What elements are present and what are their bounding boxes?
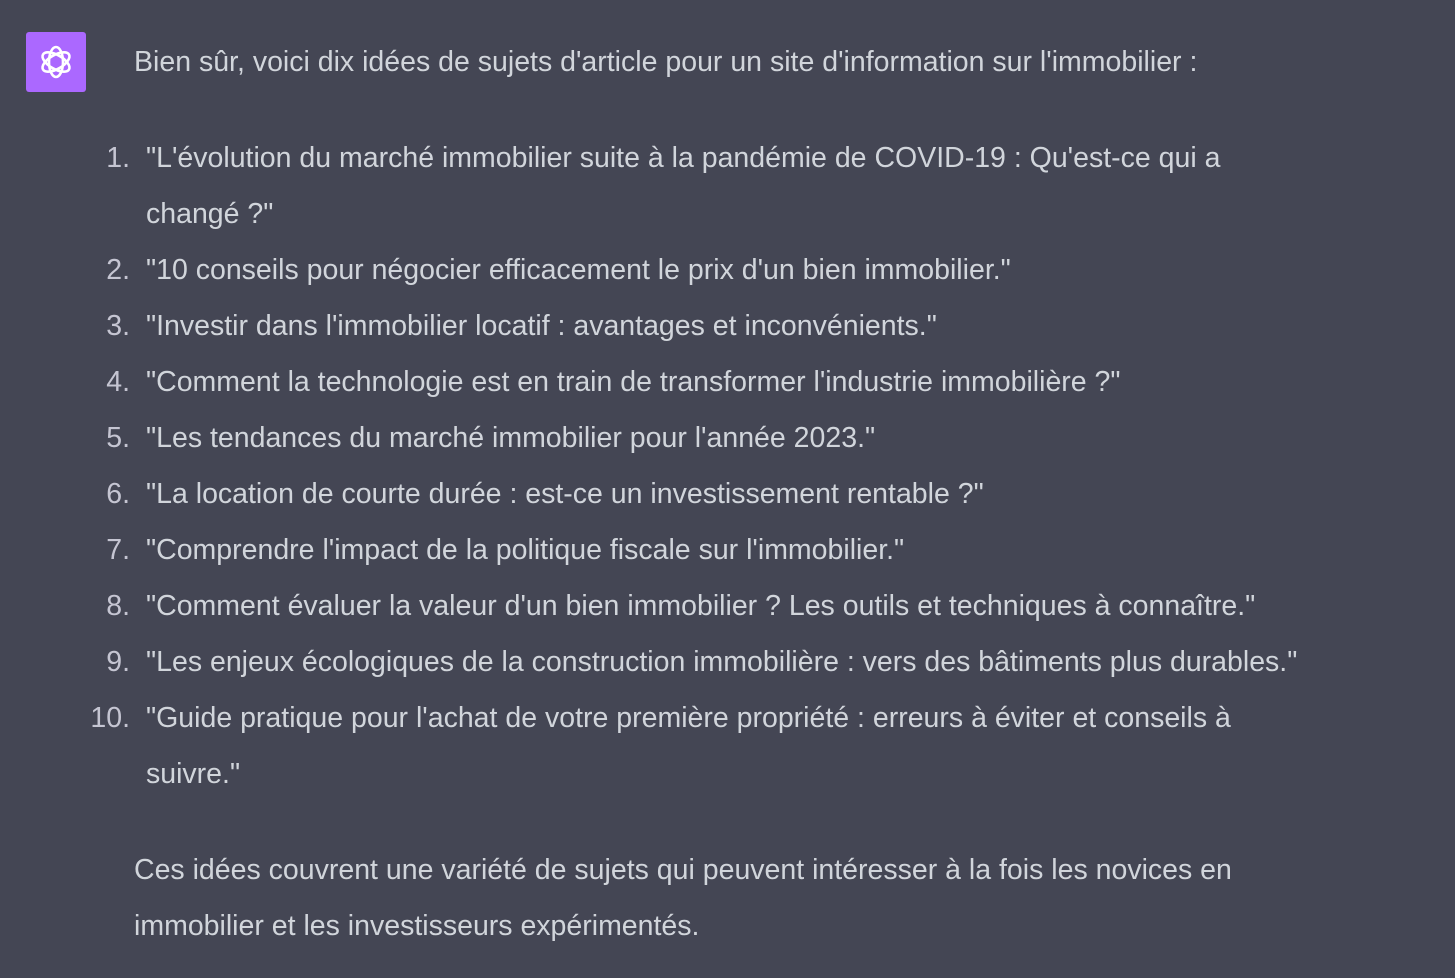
list-item: 9. "Les enjeux écologiques de la construction immobilière : vers des bâtiments plus durables.": [134, 634, 1444, 690]
list-item-text: "La location de courte durée : est-ce un investissement rentable ?": [146, 478, 984, 510]
list-item-text: "Investir dans l'immobilier locatif : avantages et inconvénients.": [146, 310, 937, 342]
list-item-text: "Les enjeux écologiques de la construction immobilière : vers des bâtiments plus durables.": [146, 646, 1298, 678]
list-item-text: "Guide pratique pour l'achat de votre première propriété : erreurs à éviter et conseils à suivre.": [146, 702, 1231, 790]
message-conclusion: Ces idées couvrent une variété de sujets qui peuvent intéresser à la fois les novices en immobilier et les investisseurs expérimentés.: [134, 854, 1232, 942]
list-item: 3. "Investir dans l'immobilier locatif : avantages et inconvénients.": [134, 298, 1444, 354]
list-item: 4. "Comment la technologie est en train de transformer l'industrie immobilière ?": [134, 354, 1444, 410]
list-item-text: "L'évolution du marché immobilier suite à la pandémie de COVID-19 : Qu'est-ce qui a changé ?": [146, 142, 1221, 230]
list-item-text: "Les tendances du marché immobilier pour l'année 2023.": [146, 422, 876, 454]
list-item: 1. "L'évolution du marché immobilier suite à la pandémie de COVID-19 : Qu'est-ce qui a changé ?": [134, 130, 1444, 242]
assistant-message: [90, 34, 1444, 954]
list-item-text: "Comprendre l'impact de la politique fiscale sur l'immobilier.": [146, 534, 905, 566]
list-item: 5. "Les tendances du marché immobilier pour l'année 2023.": [134, 410, 1444, 466]
list-item: 6. "La location de courte durée : est-ce un investissement rentable ?": [134, 466, 1444, 522]
ideas-list: [90, 130, 1444, 802]
openai-logo-icon: [35, 41, 77, 83]
list-item: 8. "Comment évaluer la valeur d'un bien immobilier ? Les outils et techniques à connaître.": [134, 578, 1444, 634]
list-item-text: "Comment la technologie est en train de transformer l'industrie immobilière ?": [146, 366, 1121, 398]
list-item-text: "10 conseils pour négocier efficacement le prix d'un bien immobilier.": [146, 254, 1011, 286]
list-item: 7. "Comprendre l'impact de la politique fiscale sur l'immobilier.": [134, 522, 1444, 578]
list-item-text: "Comment évaluer la valeur d'un bien immobilier ? Les outils et techniques à connaître.": [146, 590, 1256, 622]
list-item: 2. "10 conseils pour négocier efficacement le prix d'un bien immobilier.": [134, 242, 1444, 298]
list-item: 10. "Guide pratique pour l'achat de votre première propriété : erreurs à éviter et conseils à suivre.": [134, 690, 1444, 802]
assistant-avatar: [26, 32, 86, 92]
message-intro: Bien sûr, voici dix idées de sujets d'article pour un site d'information sur l'immobilier :: [134, 46, 1198, 78]
